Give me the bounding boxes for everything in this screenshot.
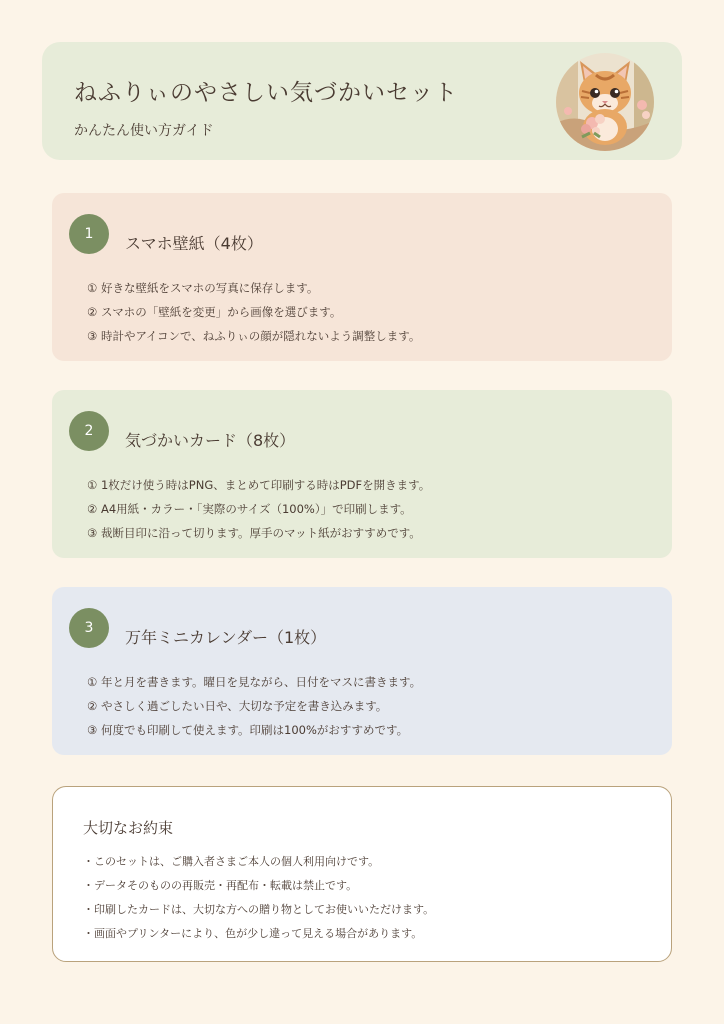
- step-number-badge: 1: [69, 214, 109, 254]
- promise-item: ・このセットは、ご購入者さまご本人の個人利用向けです。: [83, 855, 380, 868]
- step-item: ② A4用紙・カラー・「実際のサイズ（100%）」で印刷します。: [87, 502, 412, 516]
- step-list: [87, 476, 430, 548]
- cat-with-flowers-illustration: [556, 53, 654, 151]
- page-subtitle: かんたん使い方ガイド: [74, 123, 214, 139]
- section-title: 万年ミニカレンダー（1枚）: [125, 628, 327, 647]
- step-item: ② やさしく過ごしたい日や、大切な予定を書き込みます。: [87, 699, 388, 713]
- promise-list: [83, 854, 434, 950]
- page-title: ねふりぃのやさしい気づかいセット: [74, 80, 458, 106]
- section-title: 気づかいカード（8枚）: [125, 431, 296, 450]
- section-calendar: [52, 587, 672, 755]
- step-number-badge: 3: [69, 608, 109, 648]
- step-item: ① 年と月を書きます。曜日を見ながら、日付をマスに書きます。: [87, 675, 422, 689]
- step-item: ① 好きな壁紙をスマホの写真に保存します。: [87, 281, 319, 295]
- promise-title: 大切なお約束: [83, 819, 174, 837]
- step-list: [87, 279, 420, 351]
- step-item: ③ 時計やアイコンで、ねふりぃの顔が隠れないよう調整します。: [87, 329, 421, 343]
- step-list: [87, 673, 421, 745]
- step-item: ② スマホの「壁紙を変更」から画像を選びます。: [87, 305, 342, 319]
- section-title: スマホ壁紙（4枚）: [125, 234, 263, 253]
- promise-item: ・印刷したカードは、大切な方への贈り物としてお使いいただけます。: [83, 903, 435, 916]
- step-item: ① 1枚だけ使う時はPNG、まとめて印刷する時はPDFを開きます。: [87, 478, 431, 492]
- section-cards: [52, 390, 672, 558]
- step-number-badge: 2: [69, 411, 109, 451]
- step-item: ③ 裁断目印に沿って切ります。厚手のマット紙がおすすめです。: [87, 526, 421, 540]
- promise-item: ・画面やプリンターにより、色が少し違って見える場合があります。: [83, 927, 423, 940]
- promise-box: [52, 786, 672, 962]
- step-item: ③ 何度でも印刷して使えます。印刷は100%がおすすめです。: [87, 723, 409, 737]
- promise-item: ・データそのものの再販売・再配布・転載は禁止です。: [83, 879, 358, 892]
- header-card: [42, 42, 682, 160]
- section-wallpaper: [52, 193, 672, 361]
